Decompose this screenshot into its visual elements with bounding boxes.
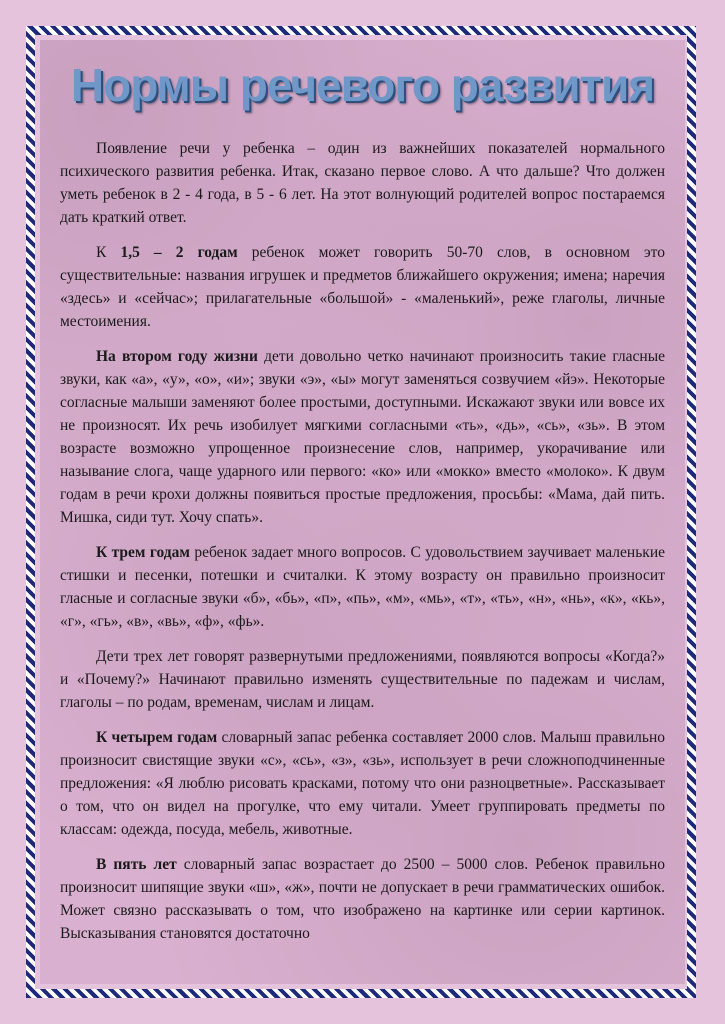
paragraph-three-years: К трем годам ребенок задает много вопросов. С удовольствием заучивает маленькие стишки и песенки, потешки и считалки. К этому возрасту он правильно произносит гласные и согласные звуки «б», «бь», «п», «пь», «м», «мь», «т», «ть», «н», «нь», «к», «кь», «г», «гь», «в», «вь», «ф», «фь». — [60, 544, 665, 630]
paragraph-three-years-speech: Дети трех лет говорят развернутыми предложениями, появляются вопросы «Когда?» и «Почему?» Начинают правильно изменять существительные по падежам и числам, глаголы – по родам, временам, числам и лицам. — [60, 648, 665, 711]
page-title: Нормы речевого развития — [70, 59, 655, 111]
article-body — [60, 137, 665, 957]
paragraph-four-years: К четырем годам словарный запас ребенка составляет 2000 слов. Малыш правильно произносит свистящие звуки «с», «сь», «з», «зь», использует в речи сложноподчиненные предложения: «Я люблю рисовать красками, потому что они разноцветные». Рассказывает о том, что он видел на прогулке, что ему читали. Умеет группировать предметы по классам: одежда, посуда, мебель, животные. — [60, 729, 665, 838]
paragraph-five-years: В пять лет словарный запас возрастает до 2500 – 5000 слов. Ребенок правильно произносит шипящие звуки «ш», «ж», почти не допускает в речи грамматических ошибок. Может связно рассказывать о том, что изображено на картинке или серии картинок. Высказывания становятся достаточно — [60, 856, 665, 942]
paragraph-1-5-years: К 1,5 – 2 годам ребенок может говорить 50-70 слов, в основном это существительные: названия игрушек и предметов ближайшего окружения; имена; наречия «здесь» и «сейчас»; прилагательные «большой» - «маленький», реже глаголы, личные местоимения. — [60, 244, 666, 330]
paragraph-second-year: На втором году жизни дети довольно четко начинают произносить такие гласные звуки, как «а», «у», «о», «и»; звуки «э», «ы» могут заменяться созвучием «йэ». Некоторые согласные малыши заменяют более простыми, доступными. Искажают звуки или вовсе их не произносят. Их речь изобилует мягкими согласными «ть», «дь», «сь», «зь». В этом возрасте возможно упрощенное произнесение слов, например, укорачивание или называние слога, чаще ударного или первого: «ко» или «мокко» вместо «молоко». К двум годам в речи крохи должны появиться простые предложения, просьбы: «Мама, дай пить. Мишка, сиди тут. Хочу спать». — [60, 348, 665, 526]
paragraph-intro: Появление речи у ребенка – один из важнейших показателей нормального психического развития ребенка. Итак, сказано первое слово. А что дальше? Что должен уметь ребенок в 2 - 4 года, в 5 - 6 лет. На этот волнующий родителей вопрос постараемся дать краткий ответ. — [60, 140, 665, 226]
